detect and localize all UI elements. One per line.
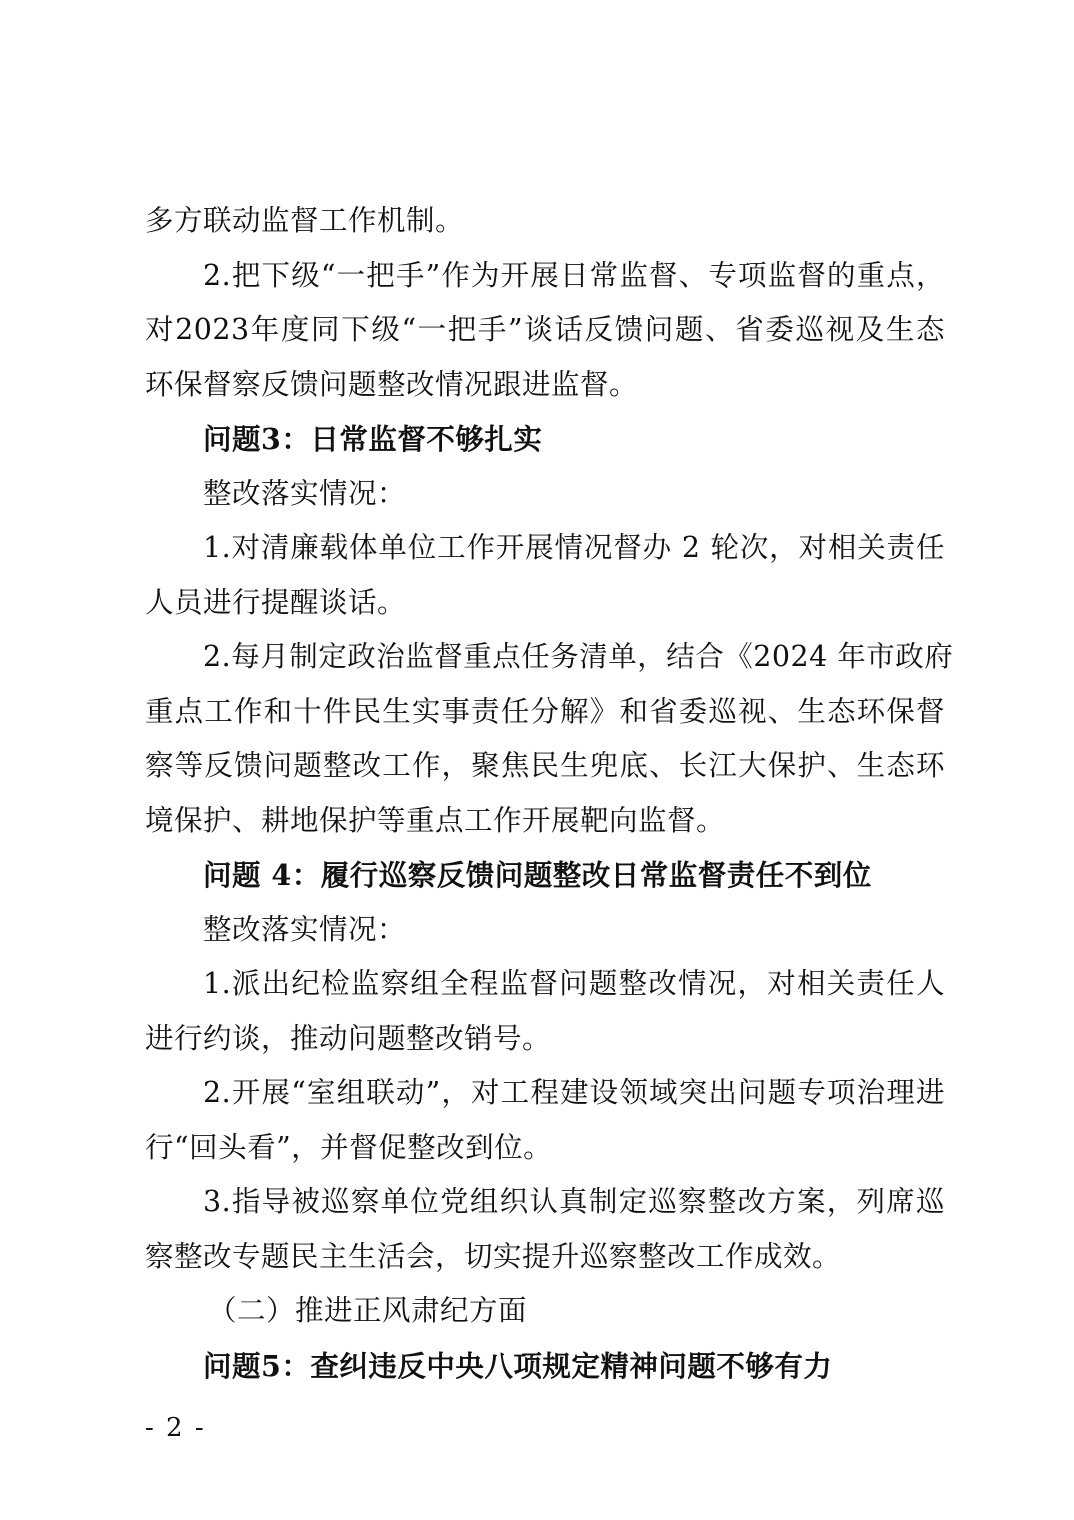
body-line: 境保护、耕地保护等重点工作开展靶向监督。: [145, 803, 726, 837]
subsection-heading: （二）推进正风肃纪方面: [208, 1294, 528, 1327]
body-line: 2.开展“室组联动”，对工程建设领域突出问题专项治理进: [203, 1076, 945, 1109]
body-line: 2.把下级“一把手”作为开展日常监督、专项监督的重点，: [203, 258, 945, 292]
body-line: 多方联动监督工作机制。: [145, 204, 465, 237]
body-line: 察等反馈问题整改工作，聚焦民生兜底、长江大保护、生态环: [145, 749, 945, 782]
body-line: 进行约谈，推动问题整改销号。: [145, 1021, 552, 1055]
issue-heading: 问题 4：履行巡察反馈问题整改日常监督责任不到位: [203, 858, 872, 892]
body-line: 重点工作和十件民生实事责任分解》和省委巡视、生态环保督: [145, 694, 945, 728]
issue-heading: 问题3：日常监督不够扎实: [203, 422, 543, 456]
issue-heading: 问题5：查纠违反中央八项规定精神问题不够有力: [203, 1348, 833, 1383]
body-line: 行“回头看”，并督促整改到位。: [145, 1130, 553, 1164]
body-line: 对2023年度同下级“一把手”谈话反馈问题、省委巡视及生态: [145, 313, 945, 346]
section-label: 整改落实情况：: [203, 912, 407, 946]
section-label: 整改落实情况：: [203, 476, 407, 510]
document-body: [145, 194, 954, 1393]
body-line: 察整改专题民主生活会，切实提升巡察整改工作成效。: [145, 1239, 842, 1273]
body-line: 3.指导被巡察单位党组织认真制定巡察整改方案，列席巡: [203, 1185, 945, 1218]
body-line: 1.对清廉载体单位工作开展情况督办 2 轮次，对相关责任: [203, 531, 945, 564]
body-line: 环保督察反馈问题整改情况跟进监督。: [145, 367, 639, 401]
body-line: 人员进行提醒谈话。: [145, 585, 407, 619]
page-number: - 2 -: [145, 1413, 206, 1443]
body-line: 2.每月制定政治监督重点任务清单，结合《2024 年市政府: [203, 640, 954, 673]
body-line: 1.派出纪检监察组全程监督问题整改情况，对相关责任人: [203, 967, 945, 1000]
